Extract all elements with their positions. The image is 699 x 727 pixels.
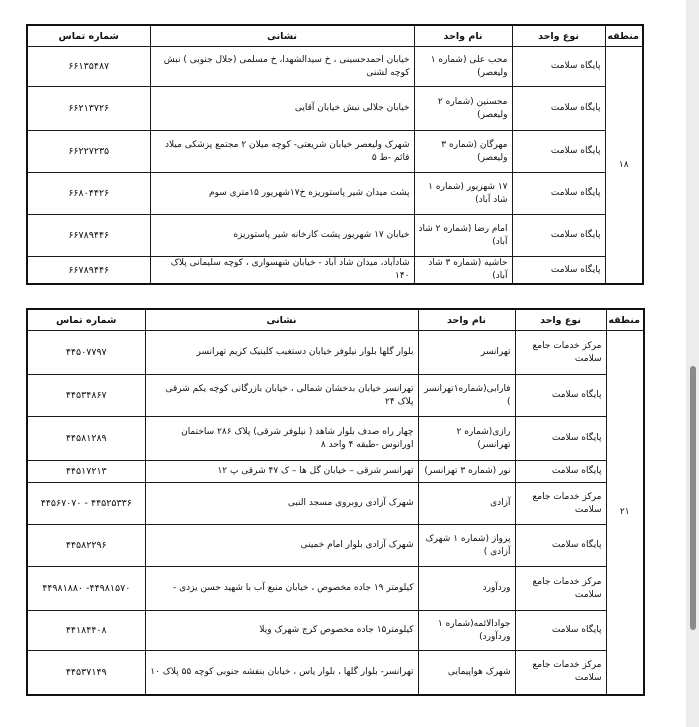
unit-phone: ۶۶۲۲۷۲۳۵ — [27, 131, 150, 173]
unit-type: مرکز خدمات جامع سلامت — [515, 567, 606, 611]
unit-phone: ۴۴۵۶۷۰۷۰ - ۴۴۵۲۵۳۳۶ — [27, 483, 145, 525]
unit-name: امام رضا (شماره ۲ شاد آباد) — [414, 215, 512, 257]
unit-phone: ۴۴۵۸۲۲۹۶ — [27, 525, 145, 567]
unit-name: نور (شماره ۳ تهرانسر) — [418, 461, 515, 483]
table-row — [27, 173, 643, 215]
unit-phone: ۶۶۲۱۳۷۲۶ — [27, 87, 150, 131]
unit-address: شهرک آزادی بلوار امام خمینی — [145, 525, 418, 567]
unit-address: شهرک ولیعصر خیابان شریعتی- کوچه میلان ۲ مجتمع پزشکی میلاد قائم -ط ۵ — [150, 131, 414, 173]
table-row — [27, 331, 644, 375]
unit-address: تهرانسر خیابان بدخشان شمالی ، خیابان بازرگانی کوچه یکم شرقی پلاک ۲۴ — [145, 375, 418, 417]
unit-phone: ۴۴۹۸۱۸۸۰ -۴۴۹۸۱۵۷۰ — [27, 567, 145, 611]
table-header-row — [27, 25, 643, 47]
unit-address: تهرانسر- بلوار گلها ، بلوار یاس ، خیابان بنفشه جنوبی کوچه ۵۵ پلاک ۱۰ — [145, 651, 418, 695]
unit-address: خیابان احمدحسینی ، خ سیدالشهدا، خ مسلمی (جلال جنوبی ) نبش کوچه لشنی — [150, 47, 414, 87]
region-number: ۱۸ — [605, 47, 643, 285]
unit-name: پرواز (شماره ۱ شهرک آزادی ) — [418, 525, 515, 567]
unit-type: پایگاه سلامت — [512, 131, 605, 173]
table-row — [27, 461, 644, 483]
unit-address: خیابان ۱۷ شهریور پشت کارخانه شیر پاستوریزه — [150, 215, 414, 257]
unit-type: پایگاه سلامت — [512, 87, 605, 131]
unit-name: محسنین (شماره ۲ ولیعصر) — [414, 87, 512, 131]
unit-phone: ۶۶۸۰۴۴۲۶ — [27, 173, 150, 215]
unit-type: مرکز خدمات جامع سلامت — [515, 651, 606, 695]
unit-type: پایگاه سلامت — [512, 47, 605, 87]
unit-type: پایگاه سلامت — [515, 461, 606, 483]
unit-type: پایگاه سلامت — [515, 525, 606, 567]
unit-name: ۱۷ شهریور (شماره ۱ شاد آباد) — [414, 173, 512, 215]
unit-phone: ۴۴۵۳۴۸۶۷ — [27, 375, 145, 417]
table-row — [27, 131, 643, 173]
header-phone: شماره تماس — [27, 309, 145, 331]
scrollbar-thumb[interactable] — [690, 366, 696, 630]
unit-type: پایگاه سلامت — [515, 417, 606, 461]
unit-name: محب علی (شماره ۱ ولیعصر) — [414, 47, 512, 87]
unit-address: خیابان جلالی نبش خیابان آقایی — [150, 87, 414, 131]
header-region: منطقه — [605, 25, 643, 47]
unit-type: مرکز خدمات جامع سلامت — [515, 331, 606, 375]
vertical-scrollbar[interactable] — [687, 0, 699, 727]
unit-phone: ۴۴۵۰۷۷۹۷ — [27, 331, 145, 375]
table-row — [27, 525, 644, 567]
header-unit-type: نوع واحد — [512, 25, 605, 47]
unit-phone: ۴۴۵۳۷۱۴۹ — [27, 651, 145, 695]
unit-address: کیلومتر۱۵ جاده مخصوص کرج شهرک ویلا — [145, 611, 418, 651]
table-row — [27, 483, 644, 525]
health-units-table-region-21 — [26, 308, 645, 696]
unit-phone: ۴۴۵۱۷۲۱۳ — [27, 461, 145, 483]
unit-name: فارابی(شماره۱تهرانسر ) — [418, 375, 515, 417]
unit-type: پایگاه سلامت — [512, 257, 605, 285]
header-address: نشانی — [145, 309, 418, 331]
unit-type: پایگاه سلامت — [512, 215, 605, 257]
header-region: منطقه — [606, 309, 644, 331]
unit-phone: ۶۶۱۳۵۴۸۷ — [27, 47, 150, 87]
header-unit-name: نام واحد — [418, 309, 515, 331]
table-header-row — [27, 309, 644, 331]
unit-address: شهرک آزادی روبروی مسجد النبی — [145, 483, 418, 525]
unit-name: جوادالائمه(شماره ۱ وردآورد) — [418, 611, 515, 651]
unit-type: پایگاه سلامت — [515, 375, 606, 417]
unit-address: چهار راه صدف بلوار شاهد ( نیلوفر شرقی) پلاک ۲۸۶ ساختمان اورانوس -طبقه ۴ واحد ۸ — [145, 417, 418, 461]
unit-address: تهرانسر شرقی – خیابان گل ها – ک ۴۷ شرقی پ ۱۲ — [145, 461, 418, 483]
unit-type: پایگاه سلامت — [515, 611, 606, 651]
unit-name: شهرک هواپیمایی — [418, 651, 515, 695]
unit-address: کیلومتر ۱۹ جاده مخصوص ، خیابان منبع آب با شهید حسن یزدی - — [145, 567, 418, 611]
unit-name: تهرانسر — [418, 331, 515, 375]
table-row — [27, 375, 644, 417]
header-address: نشانی — [150, 25, 414, 47]
table-row — [27, 611, 644, 651]
table-row — [27, 87, 643, 131]
unit-phone: ۶۶۷۸۹۴۴۶ — [27, 215, 150, 257]
unit-phone: ۶۶۷۸۹۴۴۶ — [27, 257, 150, 285]
table-row — [27, 567, 644, 611]
table-row — [27, 257, 643, 285]
unit-phone: ۴۴۱۸۴۴۰۸ — [27, 611, 145, 651]
unit-address: پشت میدان شیر پاستوریزه خ۱۷شهریور ۱۵متری سوم — [150, 173, 414, 215]
header-unit-type: نوع واحد — [515, 309, 606, 331]
table-row — [27, 47, 643, 87]
table-row — [27, 417, 644, 461]
unit-name: حاشیه (شماره ۳ شاد آباد) — [414, 257, 512, 285]
health-units-table-region-18 — [26, 24, 644, 285]
header-unit-name: نام واحد — [414, 25, 512, 47]
unit-name: مهرگان (شماره ۳ ولیعصر) — [414, 131, 512, 173]
unit-name: وردآورد — [418, 567, 515, 611]
unit-name: رازی(شماره ۲ تهرانسر) — [418, 417, 515, 461]
unit-name: آزادی — [418, 483, 515, 525]
unit-address: بلوار گلها بلوار نیلوفر خیابان دستغیب کلینیک کریم تهرانسر — [145, 331, 418, 375]
region-number: ۲۱ — [606, 331, 644, 695]
unit-type: مرکز خدمات جامع سلامت — [515, 483, 606, 525]
table-row — [27, 215, 643, 257]
table-row — [27, 651, 644, 695]
header-phone: شماره تماس — [27, 25, 150, 47]
unit-address: شادآباد، میدان شاد آباد - خیابان شهسواری ، کوچه سلیمانی پلاک ۱۴۰ — [150, 257, 414, 285]
unit-type: پایگاه سلامت — [512, 173, 605, 215]
unit-phone: ۴۴۵۸۱۲۸۹ — [27, 417, 145, 461]
